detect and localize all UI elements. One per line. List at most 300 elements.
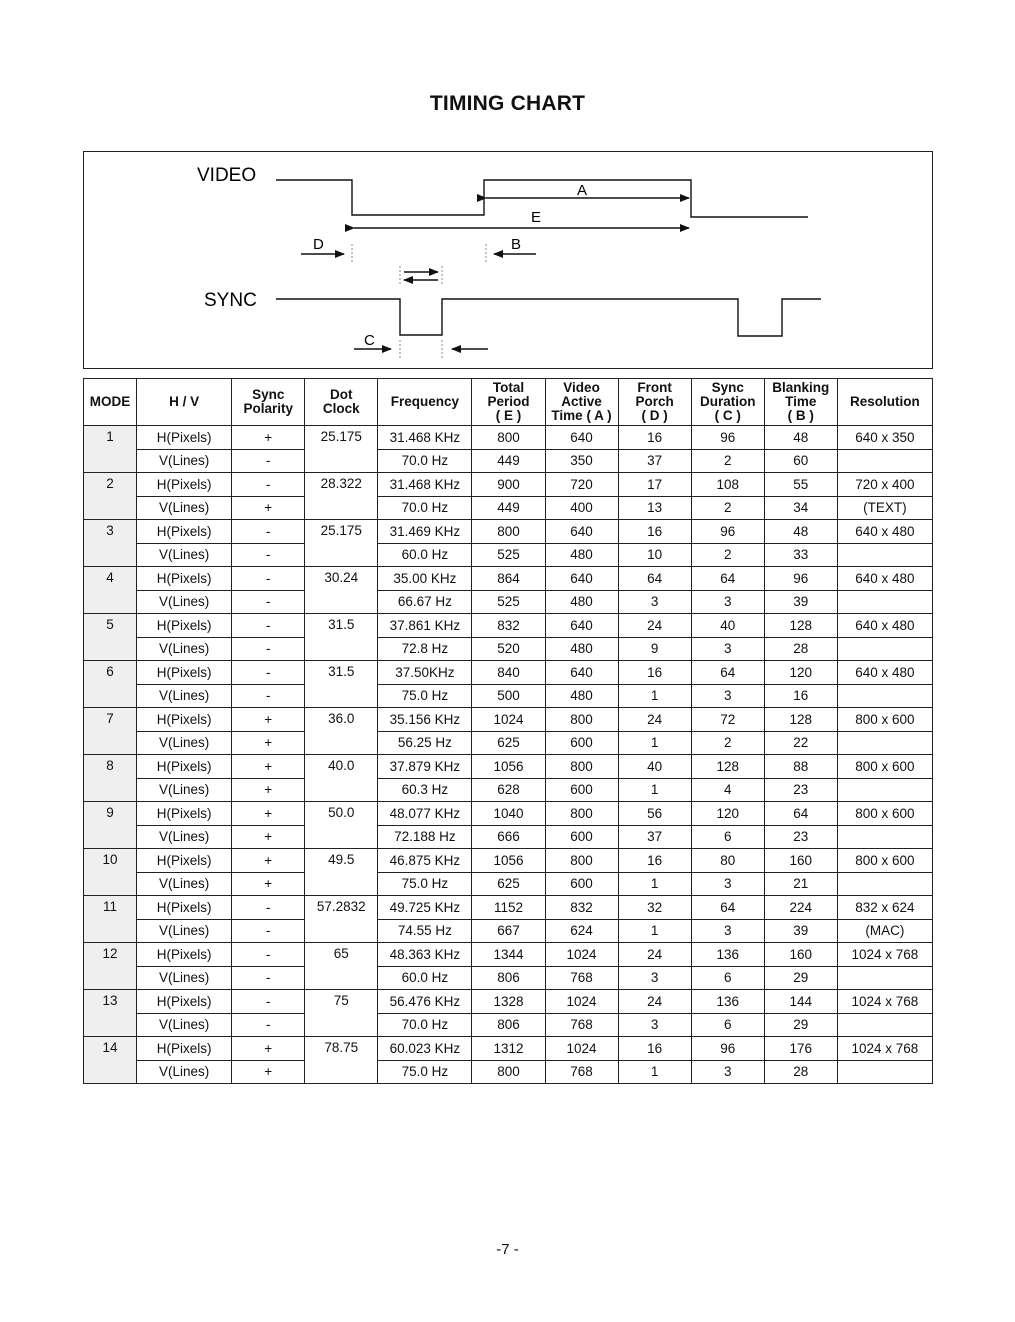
- table-body: [84, 426, 933, 1084]
- resolution-cell: [837, 1013, 932, 1037]
- mode-cell: 4: [84, 567, 137, 614]
- sync-polarity-cell: +: [232, 778, 305, 802]
- sync-duration-cell: 3: [691, 590, 764, 614]
- video-active-cell: 720: [545, 473, 618, 497]
- frequency-cell: 60.023 KHz: [378, 1037, 472, 1061]
- dot-clock-cell: 28.322: [305, 473, 378, 520]
- video-active-cell: 640: [545, 520, 618, 544]
- total-period-cell: 449: [472, 496, 545, 520]
- blanking-time-cell: 16: [764, 684, 837, 708]
- header-dot-clock: [305, 379, 378, 426]
- hv-cell: H(Pixels): [137, 849, 232, 873]
- frequency-cell: 48.363 KHz: [378, 943, 472, 967]
- hv-cell: H(Pixels): [137, 473, 232, 497]
- resolution-cell: 800 x 600: [837, 802, 932, 826]
- resolution-cell: [837, 684, 932, 708]
- header-text: Video: [563, 380, 600, 395]
- sync-duration-cell: 136: [691, 990, 764, 1014]
- table-row: [84, 849, 933, 873]
- video-active-cell: 800: [545, 708, 618, 732]
- frequency-cell: 60.0 Hz: [378, 543, 472, 567]
- front-porch-cell: 16: [618, 1037, 691, 1061]
- sync-duration-cell: 3: [691, 919, 764, 943]
- video-active-cell: 832: [545, 896, 618, 920]
- resolution-cell: 640 x 480: [837, 661, 932, 685]
- table-row: [84, 1013, 933, 1037]
- sync-duration-cell: 3: [691, 637, 764, 661]
- blanking-time-cell: 96: [764, 567, 837, 591]
- table-row: [84, 1060, 933, 1084]
- total-period-cell: 666: [472, 825, 545, 849]
- blanking-time-cell: 48: [764, 426, 837, 450]
- resolution-cell: 720 x 400: [837, 473, 932, 497]
- video-active-cell: 800: [545, 849, 618, 873]
- resolution-cell: 640 x 350: [837, 426, 932, 450]
- header-text: Polarity: [243, 401, 293, 416]
- sync-polarity-cell: -: [232, 1013, 305, 1037]
- sync-duration-cell: 64: [691, 661, 764, 685]
- video-active-cell: 400: [545, 496, 618, 520]
- header-sync-duration: [691, 379, 764, 426]
- blanking-time-cell: 176: [764, 1037, 837, 1061]
- hv-cell: V(Lines): [137, 590, 232, 614]
- sync-duration-cell: 120: [691, 802, 764, 826]
- sync-duration-cell: 3: [691, 684, 764, 708]
- resolution-cell: [837, 731, 932, 755]
- video-active-cell: 640: [545, 426, 618, 450]
- front-porch-cell: 9: [618, 637, 691, 661]
- sync-polarity-cell: -: [232, 966, 305, 990]
- table-row: [84, 919, 933, 943]
- video-active-cell: 600: [545, 825, 618, 849]
- front-porch-cell: 10: [618, 543, 691, 567]
- total-period-cell: 800: [472, 1060, 545, 1084]
- header-text: Sync: [711, 380, 744, 395]
- sync-duration-cell: 3: [691, 872, 764, 896]
- sync-polarity-cell: -: [232, 449, 305, 473]
- video-active-cell: 1024: [545, 990, 618, 1014]
- table-row: [84, 802, 933, 826]
- total-period-cell: 840: [472, 661, 545, 685]
- video-active-cell: 350: [545, 449, 618, 473]
- sync-polarity-cell: -: [232, 637, 305, 661]
- header-resolution: Resolution: [837, 379, 932, 426]
- sync-duration-cell: 2: [691, 449, 764, 473]
- blanking-time-cell: 39: [764, 590, 837, 614]
- resolution-cell: [837, 543, 932, 567]
- front-porch-cell: 3: [618, 966, 691, 990]
- header-hv: H / V: [137, 379, 232, 426]
- sync-duration-cell: 6: [691, 1013, 764, 1037]
- sync-duration-cell: 96: [691, 426, 764, 450]
- front-porch-cell: 17: [618, 473, 691, 497]
- dot-clock-cell: 31.5: [305, 661, 378, 708]
- resolution-cell: [837, 872, 932, 896]
- header-text: Dot: [330, 387, 353, 402]
- mode-cell: 10: [84, 849, 137, 896]
- sync-polarity-cell: -: [232, 661, 305, 685]
- video-active-cell: 768: [545, 966, 618, 990]
- dot-clock-cell: 40.0: [305, 755, 378, 802]
- sync-duration-cell: 2: [691, 731, 764, 755]
- resolution-cell: 800 x 600: [837, 849, 932, 873]
- hv-cell: V(Lines): [137, 966, 232, 990]
- frequency-cell: 48.077 KHz: [378, 802, 472, 826]
- total-period-cell: 1328: [472, 990, 545, 1014]
- table-row: [84, 966, 933, 990]
- front-porch-cell: 3: [618, 590, 691, 614]
- hv-cell: V(Lines): [137, 872, 232, 896]
- table-row: [84, 426, 933, 450]
- sync-polarity-cell: -: [232, 990, 305, 1014]
- frequency-cell: 31.468 KHz: [378, 426, 472, 450]
- total-period-cell: 806: [472, 966, 545, 990]
- header-text: Time: [785, 394, 817, 409]
- front-porch-cell: 16: [618, 520, 691, 544]
- blanking-time-cell: 29: [764, 1013, 837, 1037]
- hv-cell: H(Pixels): [137, 426, 232, 450]
- hv-cell: H(Pixels): [137, 567, 232, 591]
- header-text: Clock: [322, 401, 360, 416]
- resolution-cell: [837, 449, 932, 473]
- sync-duration-cell: 6: [691, 966, 764, 990]
- hv-cell: H(Pixels): [137, 520, 232, 544]
- header-blanking-time: [764, 379, 837, 426]
- table-row: [84, 731, 933, 755]
- frequency-cell: 75.0 Hz: [378, 872, 472, 896]
- timing-table: [83, 378, 933, 1084]
- video-active-cell: 624: [545, 919, 618, 943]
- sync-duration-cell: 64: [691, 567, 764, 591]
- frequency-cell: 31.469 KHz: [378, 520, 472, 544]
- video-active-cell: 800: [545, 755, 618, 779]
- sync-polarity-cell: +: [232, 872, 305, 896]
- front-porch-cell: 1: [618, 684, 691, 708]
- total-period-cell: 1056: [472, 849, 545, 873]
- table-row: [84, 990, 933, 1014]
- front-porch-cell: 13: [618, 496, 691, 520]
- table-row: [84, 943, 933, 967]
- resolution-cell: (TEXT): [837, 496, 932, 520]
- sync-polarity-cell: -: [232, 919, 305, 943]
- sync-polarity-cell: +: [232, 825, 305, 849]
- table-row: [84, 778, 933, 802]
- front-porch-cell: 37: [618, 449, 691, 473]
- header-text: Porch: [635, 394, 674, 409]
- sync-duration-cell: 4: [691, 778, 764, 802]
- video-active-cell: 1024: [545, 1037, 618, 1061]
- hv-cell: H(Pixels): [137, 755, 232, 779]
- hv-cell: V(Lines): [137, 684, 232, 708]
- frequency-cell: 56.25 Hz: [378, 731, 472, 755]
- front-porch-cell: 1: [618, 731, 691, 755]
- blanking-time-cell: 22: [764, 731, 837, 755]
- front-porch-cell: 56: [618, 802, 691, 826]
- front-porch-cell: 1: [618, 919, 691, 943]
- resolution-cell: 640 x 480: [837, 567, 932, 591]
- dot-clock-cell: 25.175: [305, 520, 378, 567]
- sync-polarity-cell: -: [232, 684, 305, 708]
- total-period-cell: 525: [472, 590, 545, 614]
- sync-polarity-cell: +: [232, 755, 305, 779]
- front-porch-cell: 3: [618, 1013, 691, 1037]
- table-row: [84, 637, 933, 661]
- front-porch-cell: 1: [618, 1060, 691, 1084]
- mode-cell: 12: [84, 943, 137, 990]
- video-active-cell: 1024: [545, 943, 618, 967]
- total-period-cell: 900: [472, 473, 545, 497]
- sync-duration-cell: 96: [691, 1037, 764, 1061]
- video-active-cell: 480: [545, 590, 618, 614]
- table-row: [84, 1037, 933, 1061]
- total-period-cell: 864: [472, 567, 545, 591]
- video-active-cell: 640: [545, 567, 618, 591]
- header-text: Period: [487, 394, 530, 409]
- dot-clock-cell: 36.0: [305, 708, 378, 755]
- resolution-cell: 800 x 600: [837, 755, 932, 779]
- table-row: [84, 590, 933, 614]
- front-porch-cell: 40: [618, 755, 691, 779]
- total-period-cell: 832: [472, 614, 545, 638]
- frequency-cell: 60.0 Hz: [378, 966, 472, 990]
- video-active-cell: 800: [545, 802, 618, 826]
- frequency-cell: 75.0 Hz: [378, 1060, 472, 1084]
- blanking-time-cell: 120: [764, 661, 837, 685]
- resolution-cell: [837, 966, 932, 990]
- dot-clock-cell: 25.175: [305, 426, 378, 473]
- frequency-cell: 66.67 Hz: [378, 590, 472, 614]
- video-active-cell: 480: [545, 684, 618, 708]
- header-text: Sync: [252, 387, 285, 402]
- total-period-cell: 625: [472, 731, 545, 755]
- front-porch-cell: 24: [618, 943, 691, 967]
- header-sync-polarity: [232, 379, 305, 426]
- frequency-cell: 70.0 Hz: [378, 449, 472, 473]
- total-period-cell: 1312: [472, 1037, 545, 1061]
- video-active-cell: 768: [545, 1013, 618, 1037]
- blanking-time-cell: 88: [764, 755, 837, 779]
- table-row: [84, 449, 933, 473]
- sync-duration-cell: 128: [691, 755, 764, 779]
- frequency-cell: 75.0 Hz: [378, 684, 472, 708]
- header-text: Total: [492, 380, 525, 395]
- sync-polarity-cell: -: [232, 473, 305, 497]
- timing-diagram-svg: [84, 152, 932, 368]
- total-period-cell: 500: [472, 684, 545, 708]
- video-active-cell: 480: [545, 637, 618, 661]
- front-porch-cell: 16: [618, 661, 691, 685]
- header-text: Front: [637, 380, 672, 395]
- hv-cell: V(Lines): [137, 543, 232, 567]
- sync-duration-cell: 40: [691, 614, 764, 638]
- hv-cell: V(Lines): [137, 778, 232, 802]
- blanking-time-cell: 34: [764, 496, 837, 520]
- resolution-cell: (MAC): [837, 919, 932, 943]
- blanking-time-cell: 224: [764, 896, 837, 920]
- video-active-cell: 600: [545, 731, 618, 755]
- blanking-time-cell: 23: [764, 825, 837, 849]
- dot-clock-cell: 49.5: [305, 849, 378, 896]
- total-period-cell: 1024: [472, 708, 545, 732]
- dot-clock-cell: 30.24: [305, 567, 378, 614]
- total-period-cell: 800: [472, 426, 545, 450]
- blanking-time-cell: 128: [764, 708, 837, 732]
- front-porch-cell: 24: [618, 990, 691, 1014]
- front-porch-cell: 32: [618, 896, 691, 920]
- resolution-cell: 1024 x 768: [837, 990, 932, 1014]
- blanking-time-cell: 21: [764, 872, 837, 896]
- hv-cell: V(Lines): [137, 731, 232, 755]
- total-period-cell: 806: [472, 1013, 545, 1037]
- mode-cell: 3: [84, 520, 137, 567]
- total-period-cell: 667: [472, 919, 545, 943]
- total-period-cell: 525: [472, 543, 545, 567]
- header-video-active: [545, 379, 618, 426]
- label-a: A: [577, 182, 588, 199]
- front-porch-cell: 1: [618, 778, 691, 802]
- sync-polarity-cell: -: [232, 567, 305, 591]
- hv-cell: V(Lines): [137, 449, 232, 473]
- label-c: C: [364, 332, 375, 349]
- resolution-cell: [837, 590, 932, 614]
- dot-clock-cell: 65: [305, 943, 378, 990]
- resolution-cell: 1024 x 768: [837, 943, 932, 967]
- front-porch-cell: 16: [618, 426, 691, 450]
- hv-cell: H(Pixels): [137, 708, 232, 732]
- sync-duration-cell: 72: [691, 708, 764, 732]
- header-mode: MODE: [84, 379, 137, 426]
- total-period-cell: 449: [472, 449, 545, 473]
- table-row: [84, 614, 933, 638]
- table-row: [84, 661, 933, 685]
- sync-duration-cell: 2: [691, 543, 764, 567]
- total-period-cell: 1056: [472, 755, 545, 779]
- header-text: Time ( A ): [551, 408, 612, 423]
- sync-polarity-cell: -: [232, 520, 305, 544]
- video-active-cell: 600: [545, 778, 618, 802]
- total-period-cell: 800: [472, 520, 545, 544]
- sync-duration-cell: 96: [691, 520, 764, 544]
- hv-cell: H(Pixels): [137, 943, 232, 967]
- table-header-row: [84, 379, 933, 426]
- label-b: B: [511, 236, 522, 253]
- resolution-cell: 800 x 600: [837, 708, 932, 732]
- sync-polarity-cell: -: [232, 943, 305, 967]
- label-d: D: [313, 236, 324, 253]
- frequency-cell: 37.50KHz: [378, 661, 472, 685]
- video-active-cell: 600: [545, 872, 618, 896]
- hv-cell: H(Pixels): [137, 802, 232, 826]
- label-e: E: [531, 209, 542, 226]
- frequency-cell: 72.188 Hz: [378, 825, 472, 849]
- page-number: -7 -: [496, 1241, 519, 1258]
- table-row: [84, 896, 933, 920]
- header-text: ( C ): [714, 408, 741, 423]
- frequency-cell: 74.55 Hz: [378, 919, 472, 943]
- frequency-cell: 49.725 KHz: [378, 896, 472, 920]
- mode-cell: 7: [84, 708, 137, 755]
- front-porch-cell: 24: [618, 614, 691, 638]
- resolution-cell: 1024 x 768: [837, 1037, 932, 1061]
- blanking-time-cell: 28: [764, 637, 837, 661]
- total-period-cell: 520: [472, 637, 545, 661]
- header-text: ( E ): [495, 408, 522, 423]
- header-text: Active: [561, 394, 602, 409]
- hv-cell: V(Lines): [137, 1060, 232, 1084]
- table-row: [84, 543, 933, 567]
- sync-polarity-cell: +: [232, 802, 305, 826]
- blanking-time-cell: 48: [764, 520, 837, 544]
- frequency-cell: 35.156 KHz: [378, 708, 472, 732]
- front-porch-cell: 16: [618, 849, 691, 873]
- mode-cell: 5: [84, 614, 137, 661]
- blanking-time-cell: 160: [764, 943, 837, 967]
- sync-polarity-cell: -: [232, 614, 305, 638]
- resolution-cell: 640 x 480: [837, 520, 932, 544]
- sync-duration-cell: 3: [691, 1060, 764, 1084]
- frequency-cell: 70.0 Hz: [378, 1013, 472, 1037]
- frequency-cell: 35.00 KHz: [378, 567, 472, 591]
- sync-duration-cell: 64: [691, 896, 764, 920]
- sync-duration-cell: 136: [691, 943, 764, 967]
- mode-cell: 8: [84, 755, 137, 802]
- sync-polarity-cell: +: [232, 708, 305, 732]
- hv-cell: V(Lines): [137, 919, 232, 943]
- hv-cell: V(Lines): [137, 637, 232, 661]
- resolution-cell: [837, 637, 932, 661]
- mode-cell: 9: [84, 802, 137, 849]
- frequency-cell: 56.476 KHz: [378, 990, 472, 1014]
- header-text: Blanking: [772, 380, 830, 395]
- mode-cell: 6: [84, 661, 137, 708]
- mode-cell: 11: [84, 896, 137, 943]
- blanking-time-cell: 128: [764, 614, 837, 638]
- frequency-cell: 72.8 Hz: [378, 637, 472, 661]
- video-label: VIDEO: [197, 165, 257, 186]
- timing-diagram: [83, 151, 933, 369]
- resolution-cell: [837, 825, 932, 849]
- blanking-time-cell: 160: [764, 849, 837, 873]
- blanking-time-cell: 33: [764, 543, 837, 567]
- table-row: [84, 520, 933, 544]
- frequency-cell: 60.3 Hz: [378, 778, 472, 802]
- frequency-cell: 31.468 KHz: [378, 473, 472, 497]
- front-porch-cell: 64: [618, 567, 691, 591]
- blanking-time-cell: 60: [764, 449, 837, 473]
- table-row: [84, 473, 933, 497]
- blanking-time-cell: 55: [764, 473, 837, 497]
- blanking-time-cell: 23: [764, 778, 837, 802]
- hv-cell: H(Pixels): [137, 990, 232, 1014]
- resolution-cell: [837, 778, 932, 802]
- total-period-cell: 1040: [472, 802, 545, 826]
- sync-polarity-cell: +: [232, 731, 305, 755]
- dot-clock-cell: 75: [305, 990, 378, 1037]
- header-front-porch: [618, 379, 691, 426]
- sync-polarity-cell: +: [232, 426, 305, 450]
- resolution-cell: 832 x 624: [837, 896, 932, 920]
- hv-cell: H(Pixels): [137, 896, 232, 920]
- dot-clock-cell: 57.2832: [305, 896, 378, 943]
- sync-polarity-cell: -: [232, 590, 305, 614]
- sync-label: SYNC: [204, 290, 257, 311]
- table-row: [84, 496, 933, 520]
- sync-polarity-cell: -: [232, 543, 305, 567]
- sync-duration-cell: 80: [691, 849, 764, 873]
- resolution-cell: 640 x 480: [837, 614, 932, 638]
- header-total-period: [472, 379, 545, 426]
- front-porch-cell: 37: [618, 825, 691, 849]
